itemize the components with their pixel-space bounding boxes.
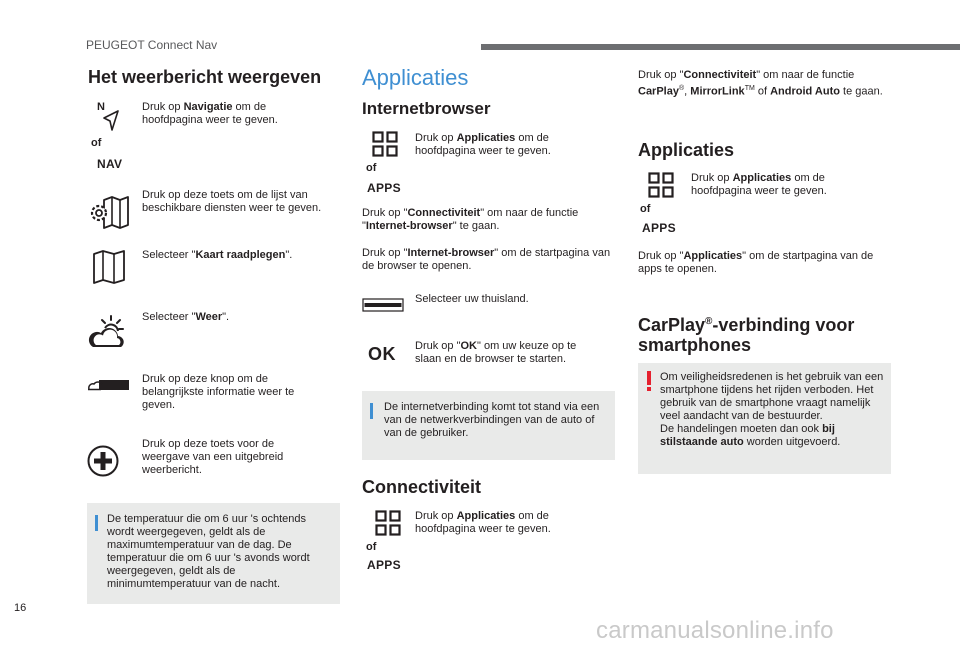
or-label: of xyxy=(366,162,377,174)
info-marker-icon xyxy=(95,515,98,531)
map-icon[interactable] xyxy=(92,250,126,284)
plus-circle-icon[interactable] xyxy=(87,445,119,477)
list-select-bar-icon[interactable] xyxy=(362,298,404,312)
paragraph: Druk op "Connectiviteit" om naar de functie "Internet-browser" te gaan. xyxy=(362,207,579,232)
warning-exclamation-icon xyxy=(647,371,651,385)
weather-icon[interactable] xyxy=(87,314,127,350)
step-text: Druk op "OK" om uw keuze op te slaan en de browser te starten. xyxy=(415,340,577,365)
apps-button-label[interactable]: APPS xyxy=(642,221,676,235)
page-number: 16 xyxy=(14,602,27,614)
subheading-connectivity: Connectiviteit xyxy=(362,477,482,497)
apps-grid-icon[interactable] xyxy=(372,131,398,157)
step-text: Druk op Navigatie om de hoofdpagina weer te geven. xyxy=(142,101,278,126)
apps-button-label[interactable]: APPS xyxy=(367,558,401,572)
header-bar xyxy=(481,44,960,50)
paragraph: Druk op "Applicaties" om de startpagina van de apps te openen. xyxy=(638,250,874,275)
subheading-applications: Applicaties xyxy=(638,140,735,160)
info-note xyxy=(87,503,340,604)
warning-text: Om veiligheidsredenen is het gebruik van een smartphone tijdens het rijden verboden. Het gebruik van de smartphone vraagt namelijk veel aandacht van de bestuurder. De handelingen moeten dan ook bij stilstaande auto worden uitgevoerd. xyxy=(660,371,884,448)
note-text: De temperatuur die om 6 uur 's ochtends wordt weergegeven, geldt als de maximumtemperatuur van de dag. De temperatuur die om 6 uur 's avonds wordt weergegeven, geldt als de minimumtemperatuur van de nacht. xyxy=(107,513,310,590)
subheading-carplay: CarPlay®-verbinding voor smartphones xyxy=(638,315,855,355)
services-map-icon[interactable] xyxy=(88,196,130,230)
or-label: of xyxy=(640,203,651,215)
info-note xyxy=(362,391,615,460)
step-text: Selecteer uw thuisland. xyxy=(415,293,529,305)
subheading-internet-browser: Internetbrowser xyxy=(362,99,491,118)
step-text: Selecteer "Weer". xyxy=(142,311,230,323)
step-text: Druk op deze toets om de lijst van beschikbare diensten weer te geven. xyxy=(142,189,322,214)
warning-note xyxy=(638,363,891,474)
step-text: Druk op Applicaties om de hoofdpagina weer te geven. xyxy=(415,510,551,535)
paragraph: Druk op "Internet-browser" om de startpagina van de browser te openen. xyxy=(362,247,611,272)
watermark: carmanualsonline.info xyxy=(596,617,834,644)
note-text: De internetverbinding komt tot stand via een van de netwerkverbindingen van de auto of van de gebruiker. xyxy=(384,401,600,439)
or-label: of xyxy=(91,137,102,149)
step-text: Druk op Applicaties om de hoofdpagina weer te geven. xyxy=(415,132,551,157)
apps-grid-icon[interactable] xyxy=(648,172,674,198)
apps-grid-icon[interactable] xyxy=(375,510,401,536)
apps-button-label[interactable]: APPS xyxy=(367,181,401,195)
section-heading-applications: Applicaties xyxy=(362,65,469,90)
nav-button-label[interactable]: NAV xyxy=(97,157,123,171)
warning-exclamation-dot xyxy=(647,387,651,391)
paragraph: Druk op "Connectiviteit" om naar de functie CarPlay®, MirrorLink™ of Android Auto te gaan. xyxy=(638,69,883,98)
step-text: Druk op deze toets voor de weergave van een uitgebreid weerbericht. xyxy=(142,438,284,476)
ok-button-label[interactable]: OK xyxy=(368,344,396,364)
svg-text:N: N xyxy=(97,101,105,113)
step-text: Druk op Applicaties om de hoofdpagina weer te geven. xyxy=(691,172,827,197)
weather-info-bar-icon[interactable] xyxy=(87,378,129,392)
info-marker-icon xyxy=(370,403,373,419)
step-text: Druk op deze knop om de belangrijkste informatie weer te geven. xyxy=(142,373,295,411)
header-title: PEUGEOT Connect Nav xyxy=(86,38,218,52)
step-text: Selecteer "Kaart raadplegen". xyxy=(142,249,293,261)
section-heading-weather: Het weerbericht weergeven xyxy=(88,67,322,87)
or-label: of xyxy=(366,541,377,553)
navigation-arrow-icon xyxy=(96,100,124,134)
